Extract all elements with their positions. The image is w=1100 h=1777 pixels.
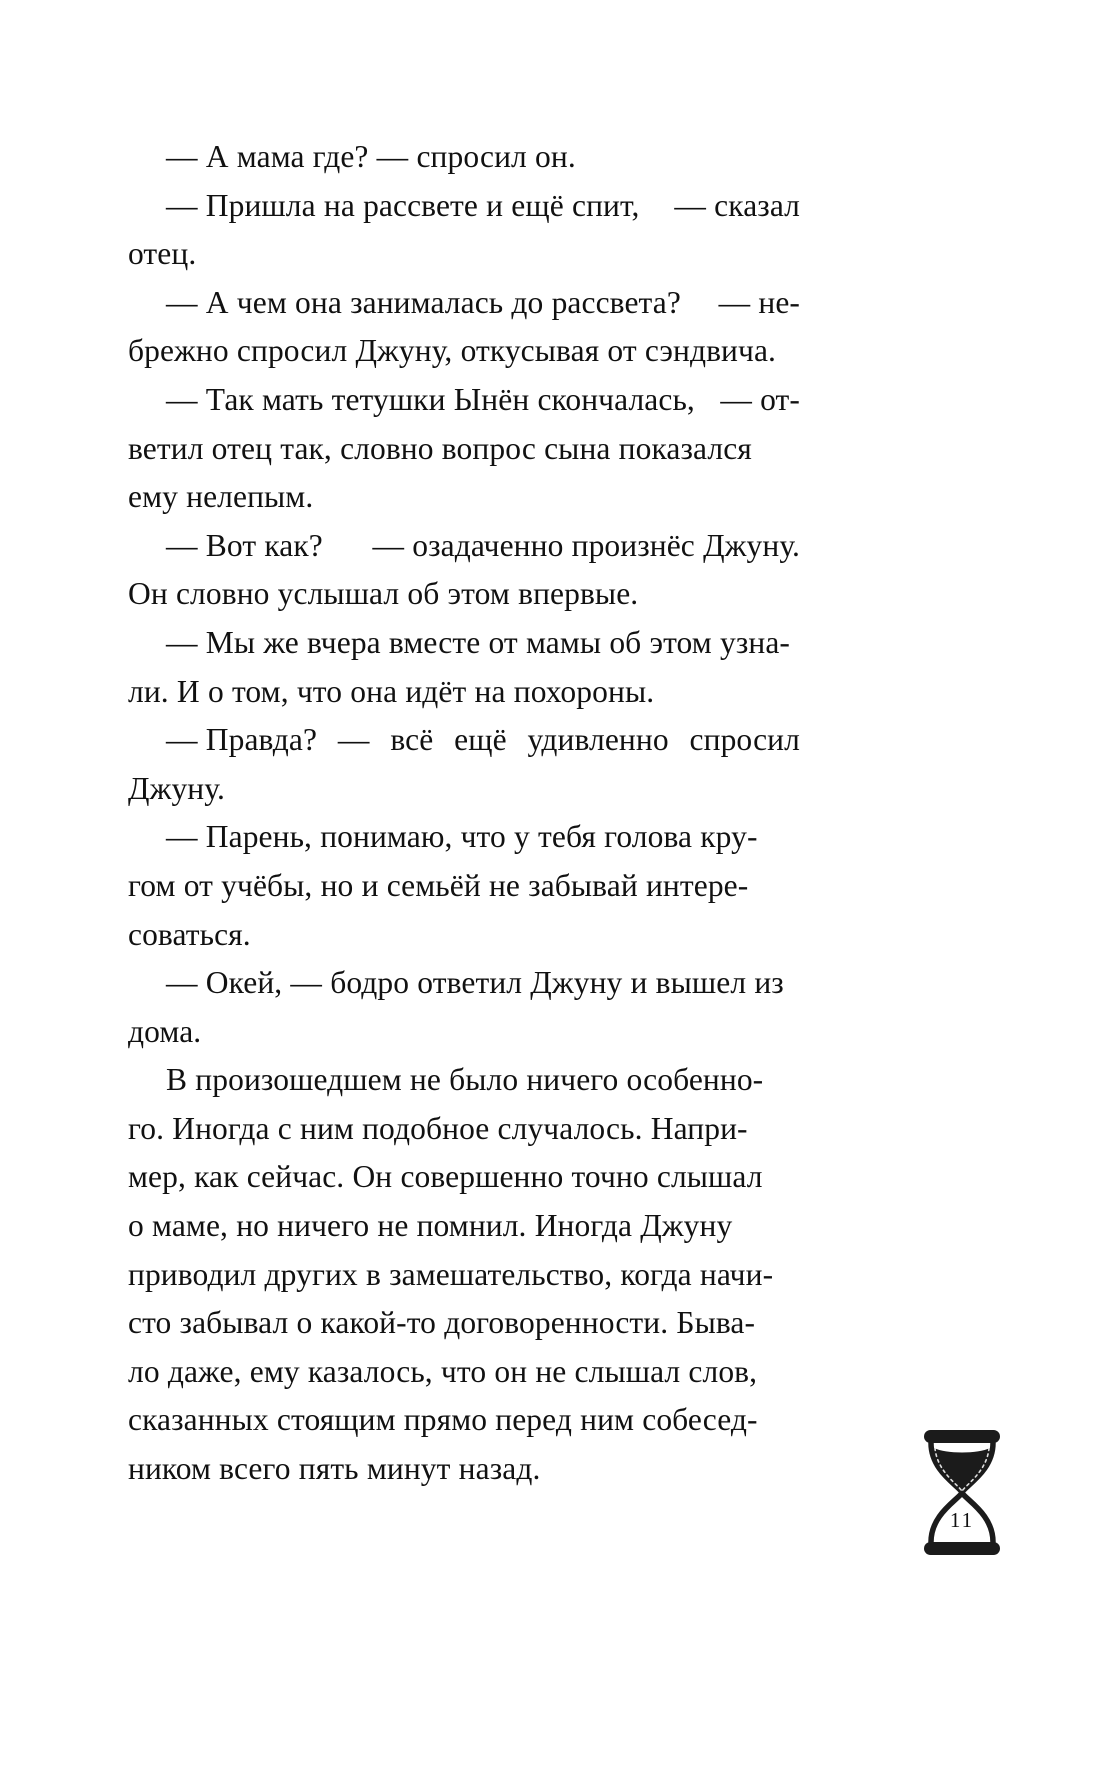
text-line (128, 716, 800, 765)
text-run: спросил (689, 722, 800, 758)
page-folio-ornament (916, 1424, 1008, 1560)
text-line: — Мы же вчера вместе от мамы об этом узна- (166, 624, 791, 660)
text-line: Он словно услышал об этом впервые. (128, 576, 639, 612)
text-run: — Вот как? (166, 527, 323, 563)
text-line: дома. (128, 1013, 202, 1049)
text-run: — Правда? (166, 722, 318, 758)
paragraph (128, 1056, 800, 1493)
text-run: — от- (720, 381, 800, 417)
text-line: о маме, но ничего не помнил. Иногда Джуну (128, 1208, 733, 1244)
text-line: Джуну. (128, 770, 225, 806)
text-run: — сказал (674, 187, 800, 223)
text-run: — А чем она занималась до рассвета? (166, 284, 681, 320)
paragraph (128, 716, 800, 813)
paragraph (128, 133, 800, 182)
text-run: всё (390, 722, 434, 758)
text-line: го. Иногда с ним подобное случалось. Напри- (128, 1110, 748, 1146)
text-run: — Пришла на рассвете и ещё спит, (166, 187, 640, 223)
text-line: приводил других в замешательство, когда начи- (128, 1256, 774, 1292)
text-run: — озадаченно произнёс Джуну. (372, 527, 800, 563)
text-run: — (337, 722, 370, 758)
paragraph (128, 959, 800, 1056)
text-line (128, 522, 800, 571)
text-run: ещё (454, 722, 507, 758)
text-line: ветил отец так, словно вопрос сына показался (128, 430, 752, 466)
text-run: удивленно (527, 722, 669, 758)
text-line: брежно спросил Джуну, откусывая от сэндвича. (128, 333, 776, 369)
paragraph (128, 619, 800, 716)
text-line: гом от учёбы, но и семьёй не забывай интере- (128, 867, 749, 903)
text-line: мер, как сейчас. Он совершенно точно слышал (128, 1159, 763, 1195)
text-line: ему нелепым. (128, 479, 314, 515)
text-line: В произошедшем не было ничего особенно- (166, 1062, 764, 1098)
page-text-block (128, 133, 800, 1494)
text-line: сто забывал о какой-то договоренности. Быва- (128, 1305, 756, 1341)
text-run: — Так мать тетушки Ынён скончалась, (166, 381, 695, 417)
text-line: ли. И о том, что она идёт на похороны. (128, 673, 655, 709)
text-line: — А мама где? — спросил он. (166, 139, 576, 174)
paragraph (128, 522, 800, 619)
text-line: соваться. (128, 916, 251, 952)
paragraph (128, 813, 800, 959)
text-line: — Окей, — бодро ответил Джуну и вышел из (166, 965, 784, 1001)
text-line (128, 182, 800, 231)
text-line: — Парень, понимаю, что у тебя голова кру- (166, 819, 758, 855)
text-line (128, 279, 800, 328)
text-run: — не- (718, 284, 800, 320)
text-line: сказанных стоящим прямо перед ним собесед- (128, 1402, 758, 1438)
text-line: отец. (128, 236, 197, 272)
page-number: 11 (949, 1508, 975, 1532)
text-line (128, 376, 800, 425)
text-line: ло даже, ему казалось, что он не слышал слов, (128, 1353, 758, 1389)
hourglass-icon (916, 1424, 1008, 1560)
paragraph (128, 376, 800, 522)
text-line: ником всего пять минут назад. (128, 1451, 541, 1487)
paragraph (128, 279, 800, 376)
paragraph (128, 182, 800, 279)
